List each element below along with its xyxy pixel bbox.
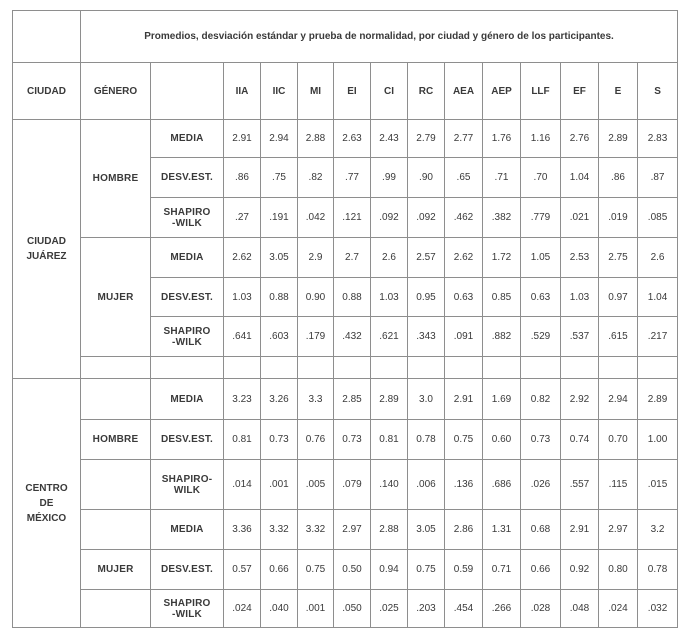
value-cell: 0.82 [521, 379, 561, 420]
header-s: S [638, 63, 678, 120]
empty-cell [81, 590, 151, 628]
value-cell: .99 [371, 158, 408, 198]
value-cell: 3.05 [408, 510, 445, 550]
stat-label-shapiro: SHAPIRO -WILK [151, 590, 224, 628]
value-cell: .86 [224, 158, 261, 198]
value-cell: 0.73 [334, 420, 371, 460]
value-cell: 2.91 [561, 510, 599, 550]
value-cell: 2.43 [371, 120, 408, 158]
value-cell: .006 [408, 460, 445, 510]
value-cell: .615 [599, 317, 638, 357]
value-cell: .092 [371, 198, 408, 238]
header-ei: EI [334, 63, 371, 120]
stat-label-desv: DESV.EST. [151, 550, 224, 590]
header-llf: LLF [521, 63, 561, 120]
header-rc: RC [408, 63, 445, 120]
value-cell: 0.50 [334, 550, 371, 590]
value-cell: 0.92 [561, 550, 599, 590]
empty-cell [445, 357, 483, 379]
value-cell: 2.91 [445, 379, 483, 420]
table-row [13, 379, 678, 420]
value-cell: .019 [599, 198, 638, 238]
value-cell: 2.89 [371, 379, 408, 420]
value-cell: 2.75 [599, 238, 638, 278]
value-cell: .382 [483, 198, 521, 238]
value-cell: .014 [224, 460, 261, 510]
stat-label-shapiro: SHAPIRO- WILK [151, 460, 224, 510]
value-cell: 3.05 [261, 238, 298, 278]
value-cell: .603 [261, 317, 298, 357]
header-stat-blank [151, 63, 224, 120]
value-cell: 0.73 [521, 420, 561, 460]
value-cell: .032 [638, 590, 678, 628]
value-cell: .091 [445, 317, 483, 357]
value-cell: .432 [334, 317, 371, 357]
value-cell: 1.04 [638, 278, 678, 317]
value-cell: .040 [261, 590, 298, 628]
value-cell: 0.75 [445, 420, 483, 460]
value-cell: 2.7 [334, 238, 371, 278]
value-cell: 2.94 [599, 379, 638, 420]
value-cell: 1.03 [561, 278, 599, 317]
value-cell: .001 [298, 590, 334, 628]
value-cell: 0.97 [599, 278, 638, 317]
value-cell: 2.88 [371, 510, 408, 550]
value-cell: .028 [521, 590, 561, 628]
value-cell: 0.66 [261, 550, 298, 590]
value-cell: .70 [521, 158, 561, 198]
header-e: E [599, 63, 638, 120]
value-cell: 0.94 [371, 550, 408, 590]
value-cell: 1.04 [561, 158, 599, 198]
header-ci: CI [371, 63, 408, 120]
value-cell: 0.81 [371, 420, 408, 460]
value-cell: 2.9 [298, 238, 334, 278]
value-cell: 0.90 [298, 278, 334, 317]
value-cell: 2.62 [445, 238, 483, 278]
value-cell: 3.36 [224, 510, 261, 550]
value-cell: 2.97 [599, 510, 638, 550]
value-cell: 2.62 [224, 238, 261, 278]
value-cell: .024 [224, 590, 261, 628]
header-ef: EF [561, 63, 599, 120]
value-cell: .217 [638, 317, 678, 357]
stat-label-media: MEDIA [151, 238, 224, 278]
value-cell: .82 [298, 158, 334, 198]
table-row [13, 420, 678, 460]
value-cell: .686 [483, 460, 521, 510]
empty-cell [81, 460, 151, 510]
value-cell: .77 [334, 158, 371, 198]
gender-hombre-juarez: HOMBRE [81, 120, 151, 238]
value-cell: .621 [371, 317, 408, 357]
value-cell: .001 [261, 460, 298, 510]
stat-label-media: MEDIA [151, 379, 224, 420]
value-cell: 0.80 [599, 550, 638, 590]
value-cell: 2.88 [298, 120, 334, 158]
city-juarez: CIUDAD JUÁREZ [13, 120, 81, 379]
empty-cell [261, 357, 298, 379]
value-cell: .65 [445, 158, 483, 198]
table-row [13, 238, 678, 278]
city-centro-de-mexico: CENTRO DE MÉXICO [13, 379, 81, 628]
value-cell: 2.53 [561, 238, 599, 278]
value-cell: 0.95 [408, 278, 445, 317]
table-row [13, 510, 678, 550]
value-cell: .71 [483, 158, 521, 198]
value-cell: 0.75 [408, 550, 445, 590]
stat-label-shapiro: SHAPIRO -WILK [151, 317, 224, 357]
value-cell: .529 [521, 317, 561, 357]
header-iia: IIA [224, 63, 261, 120]
value-cell: 0.88 [261, 278, 298, 317]
empty-cell [408, 357, 445, 379]
value-cell: .27 [224, 198, 261, 238]
value-cell: .203 [408, 590, 445, 628]
value-cell: 1.00 [638, 420, 678, 460]
value-cell: 0.78 [638, 550, 678, 590]
header-iic: IIC [261, 63, 298, 120]
value-cell: 3.32 [261, 510, 298, 550]
empty-cell [334, 357, 371, 379]
value-cell: .343 [408, 317, 445, 357]
value-cell: 1.03 [371, 278, 408, 317]
stat-label-desv: DESV.EST. [151, 278, 224, 317]
value-cell: 0.81 [224, 420, 261, 460]
value-cell: 1.76 [483, 120, 521, 158]
header-aep: AEP [483, 63, 521, 120]
value-cell: 2.85 [334, 379, 371, 420]
value-cell: .179 [298, 317, 334, 357]
value-cell: .085 [638, 198, 678, 238]
spacer-row [13, 357, 678, 379]
value-cell: .191 [261, 198, 298, 238]
value-cell: 0.68 [521, 510, 561, 550]
stat-label-media: MEDIA [151, 120, 224, 158]
empty-cell [371, 357, 408, 379]
value-cell: 3.0 [408, 379, 445, 420]
gender-mujer-cdmx: MUJER [81, 550, 151, 590]
value-cell: 2.63 [334, 120, 371, 158]
value-cell: .121 [334, 198, 371, 238]
value-cell: .092 [408, 198, 445, 238]
value-cell: 0.76 [298, 420, 334, 460]
table-row [13, 460, 678, 510]
empty-cell [483, 357, 521, 379]
value-cell: 0.85 [483, 278, 521, 317]
empty-cell [81, 510, 151, 550]
header-aea: AEA [445, 63, 483, 120]
stat-label-desv: DESV.EST. [151, 158, 224, 198]
value-cell: .115 [599, 460, 638, 510]
value-cell: 1.05 [521, 238, 561, 278]
empty-cell [151, 357, 224, 379]
value-cell: .005 [298, 460, 334, 510]
value-cell: 1.69 [483, 379, 521, 420]
empty-cell [599, 357, 638, 379]
value-cell: 1.72 [483, 238, 521, 278]
table-container [12, 10, 678, 628]
value-cell: .042 [298, 198, 334, 238]
value-cell: 2.6 [638, 238, 678, 278]
value-cell: 0.57 [224, 550, 261, 590]
value-cell: 2.91 [224, 120, 261, 158]
value-cell: 3.3 [298, 379, 334, 420]
table-title: Promedios, desviación estándar y prueba de normalidad, por ciudad y género de los participantes. [81, 11, 678, 63]
value-cell: .75 [261, 158, 298, 198]
stat-label-shapiro: SHAPIRO -WILK [151, 198, 224, 238]
value-cell: 0.88 [334, 278, 371, 317]
header-genero: GÉNERO [81, 63, 151, 120]
value-cell: .266 [483, 590, 521, 628]
value-cell: 0.63 [521, 278, 561, 317]
value-cell: 2.97 [334, 510, 371, 550]
value-cell: .87 [638, 158, 678, 198]
empty-cell [638, 357, 678, 379]
value-cell: 2.6 [371, 238, 408, 278]
value-cell: 0.60 [483, 420, 521, 460]
value-cell: .048 [561, 590, 599, 628]
value-cell: .90 [408, 158, 445, 198]
value-cell: 0.75 [298, 550, 334, 590]
value-cell: 2.76 [561, 120, 599, 158]
value-cell: 2.77 [445, 120, 483, 158]
gender-mujer-juarez: MUJER [81, 238, 151, 357]
value-cell: 0.71 [483, 550, 521, 590]
value-cell: 0.73 [261, 420, 298, 460]
value-cell: .462 [445, 198, 483, 238]
value-cell: .882 [483, 317, 521, 357]
value-cell: .557 [561, 460, 599, 510]
value-cell: 3.23 [224, 379, 261, 420]
value-cell: .015 [638, 460, 678, 510]
value-cell: 2.57 [408, 238, 445, 278]
value-cell: 2.86 [445, 510, 483, 550]
empty-cell [561, 357, 599, 379]
table-row [13, 550, 678, 590]
empty-cell [298, 357, 334, 379]
value-cell: .079 [334, 460, 371, 510]
value-cell: .454 [445, 590, 483, 628]
value-cell: .026 [521, 460, 561, 510]
corner-cell [13, 11, 81, 63]
value-cell: 0.78 [408, 420, 445, 460]
empty-cell [81, 379, 151, 420]
table-row [13, 590, 678, 628]
value-cell: .021 [561, 198, 599, 238]
value-cell: 3.2 [638, 510, 678, 550]
value-cell: 1.03 [224, 278, 261, 317]
table-row [13, 120, 678, 158]
value-cell: 0.63 [445, 278, 483, 317]
value-cell: .025 [371, 590, 408, 628]
value-cell: .537 [561, 317, 599, 357]
value-cell: 2.92 [561, 379, 599, 420]
statistics-table [12, 10, 678, 628]
value-cell: .140 [371, 460, 408, 510]
value-cell: 2.79 [408, 120, 445, 158]
value-cell: 0.59 [445, 550, 483, 590]
value-cell: 0.74 [561, 420, 599, 460]
value-cell: 1.31 [483, 510, 521, 550]
empty-cell [521, 357, 561, 379]
value-cell: 2.89 [638, 379, 678, 420]
header-mi: MI [298, 63, 334, 120]
value-cell: .641 [224, 317, 261, 357]
value-cell: .024 [599, 590, 638, 628]
value-cell: 0.70 [599, 420, 638, 460]
value-cell: .86 [599, 158, 638, 198]
value-cell: .136 [445, 460, 483, 510]
empty-cell [81, 357, 151, 379]
value-cell: .050 [334, 590, 371, 628]
value-cell: 2.83 [638, 120, 678, 158]
gender-hombre-cdmx: HOMBRE [81, 420, 151, 460]
value-cell: 3.32 [298, 510, 334, 550]
value-cell: 2.89 [599, 120, 638, 158]
header-row [13, 63, 678, 120]
header-ciudad: CIUDAD [13, 63, 81, 120]
value-cell: 2.94 [261, 120, 298, 158]
stat-label-desv: DESV.EST. [151, 420, 224, 460]
stat-label-media: MEDIA [151, 510, 224, 550]
empty-cell [224, 357, 261, 379]
value-cell: .779 [521, 198, 561, 238]
value-cell: 3.26 [261, 379, 298, 420]
title-row [13, 11, 678, 63]
value-cell: 0.66 [521, 550, 561, 590]
value-cell: 1.16 [521, 120, 561, 158]
